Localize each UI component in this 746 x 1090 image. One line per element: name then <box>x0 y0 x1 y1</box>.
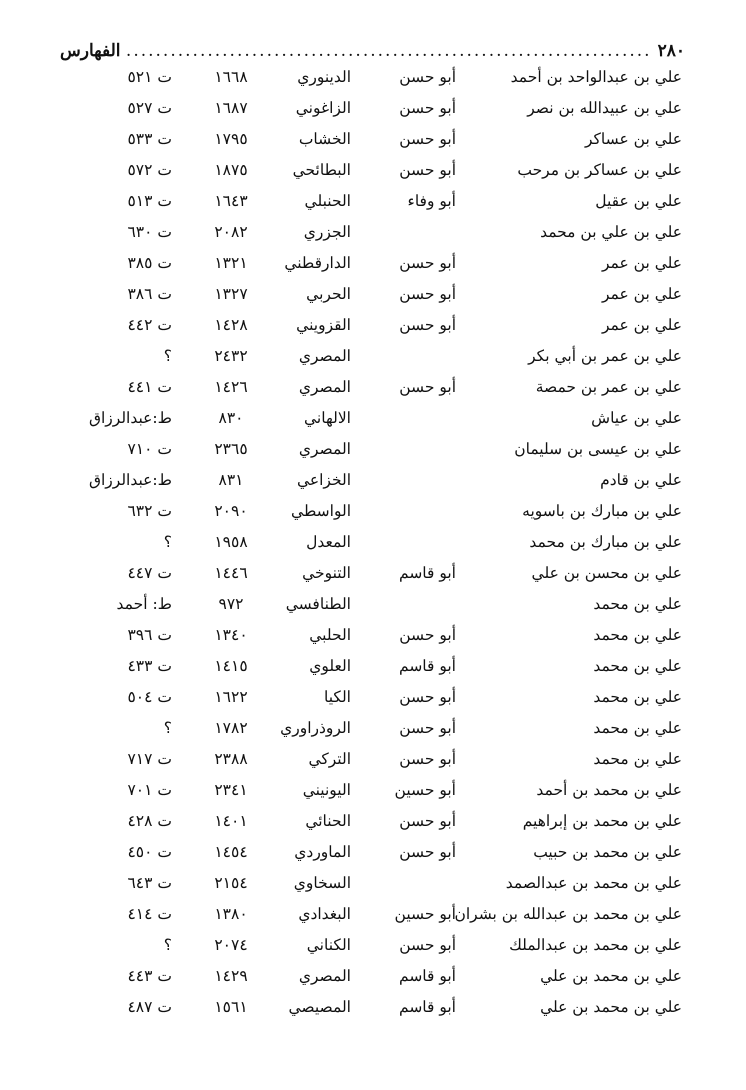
table-row <box>0 806 746 837</box>
table-row <box>0 62 746 93</box>
entry-kunya: أبو حسن <box>399 626 456 644</box>
entry-nisba: العلوي <box>309 657 351 675</box>
table-row <box>0 372 746 403</box>
entry-name: علي بن عقيل <box>595 192 682 210</box>
entry-name: علي بن عمر بن أبي بكر <box>528 347 682 365</box>
table-row <box>0 186 746 217</box>
entry-reference: ت ٤٤٣ <box>127 967 172 985</box>
entry-number: ١٤٢٦ <box>214 378 248 396</box>
entry-reference: ت ٦٣٢ <box>127 502 172 520</box>
entry-reference: ت ٧٠١ <box>127 781 172 799</box>
entry-nisba: المصري <box>298 440 351 458</box>
entry-number: ٩٧٢ <box>218 595 244 613</box>
entry-kunya: أبو حسن <box>399 130 456 148</box>
table-row <box>0 496 746 527</box>
entry-reference: ط:عبدالرزاق <box>88 409 172 427</box>
table-row <box>0 403 746 434</box>
entry-number: ١٦٦٨ <box>214 68 248 86</box>
table-row <box>0 899 746 930</box>
entry-number: ١٤٢٩ <box>214 967 248 985</box>
table-row <box>0 713 746 744</box>
entry-kunya: أبو قاسم <box>399 657 456 675</box>
entry-name: علي بن عياش <box>591 409 682 427</box>
entry-name: علي بن محمد <box>593 688 682 706</box>
table-row <box>0 279 746 310</box>
table-row <box>0 465 746 496</box>
table-row <box>0 124 746 155</box>
entry-name: علي بن محمد <box>593 750 682 768</box>
table-row <box>0 217 746 248</box>
table-row <box>0 744 746 775</box>
entry-reference: ت ٤٨٧ <box>127 998 172 1016</box>
entry-reference: ت ٣٨٦ <box>127 285 172 303</box>
entry-name: علي بن محمد بن أحمد <box>536 781 682 799</box>
entry-name: علي بن محمد بن عبدالملك <box>509 936 682 954</box>
entry-kunya: أبو حسن <box>399 254 456 272</box>
entry-nisba: السخاوي <box>293 874 351 892</box>
entry-reference: ت ٣٩٦ <box>127 626 172 644</box>
entry-reference: ط:عبدالرزاق <box>88 471 172 489</box>
entry-nisba: الدينوري <box>297 68 351 86</box>
entry-reference: ت ٦٤٣ <box>127 874 172 892</box>
entry-reference: ت ٣٨٥ <box>127 254 172 272</box>
entry-reference: ؟ <box>163 533 172 551</box>
entry-number: ١٤٢٨ <box>214 316 248 334</box>
entry-name: علي بن عمر <box>601 254 682 272</box>
table-row <box>0 93 746 124</box>
entry-reference: ت ٤٥٠ <box>127 843 172 861</box>
table-row <box>0 837 746 868</box>
entry-nisba: التنوخي <box>302 564 351 582</box>
entry-kunya: أبو حسين <box>394 781 456 799</box>
entry-reference: ؟ <box>163 936 172 954</box>
entry-nisba: الروذراوري <box>280 719 351 737</box>
entry-reference: ؟ <box>163 719 172 737</box>
entry-nisba: المصيصي <box>288 998 351 1016</box>
entry-name: علي بن عساكر بن مرحب <box>517 161 682 179</box>
entry-reference: ت ٥٣٣ <box>127 130 172 148</box>
entry-name: علي بن محمد <box>593 626 682 644</box>
entry-number: ٢٣٦٥ <box>214 440 248 458</box>
leader-dots <box>126 41 651 61</box>
entry-number: ٢٠٧٤ <box>214 936 248 954</box>
entry-name: علي بن مبارك بن محمد <box>529 533 682 551</box>
entry-reference: ت ٥٠٤ <box>127 688 172 706</box>
entry-nisba: الدارقطني <box>284 254 351 272</box>
entry-reference: ت ٧١٧ <box>127 750 172 768</box>
entry-number: ١٤٤٦ <box>214 564 248 582</box>
table-row <box>0 589 746 620</box>
table-row <box>0 620 746 651</box>
table-row <box>0 682 746 713</box>
table-row <box>0 651 746 682</box>
entry-name: علي بن محمد بن عبدالله بن بشران <box>454 905 682 923</box>
entry-name: علي بن قادم <box>600 471 682 489</box>
entry-name: علي بن عساكر <box>585 130 682 148</box>
entry-reference: ت ٧١٠ <box>127 440 172 458</box>
entry-nisba: البطائحي <box>292 161 351 179</box>
table-row <box>0 992 746 1023</box>
entry-kunya: أبو حسن <box>399 843 456 861</box>
entry-kunya: أبو حسن <box>399 316 456 334</box>
entry-reference: ت ٥٢١ <box>127 68 172 86</box>
entry-number: ٢٤٣٢ <box>214 347 248 365</box>
entry-name: علي بن محمد <box>593 657 682 675</box>
entry-kunya: أبو حسن <box>399 378 456 396</box>
entry-number: ٢٣٨٨ <box>214 750 248 768</box>
table-row <box>0 961 746 992</box>
entry-nisba: المصري <box>298 378 351 396</box>
table-row <box>0 527 746 558</box>
entry-reference: ت ٥٧٢ <box>127 161 172 179</box>
entry-nisba: القزويني <box>296 316 351 334</box>
table-row <box>0 930 746 961</box>
entry-reference: ط: أحمد <box>116 595 172 613</box>
entry-reference: ت ٤٤١ <box>127 378 172 396</box>
entry-nisba: الحربي <box>306 285 351 303</box>
entry-reference: ت ٤٢٨ <box>127 812 172 830</box>
entry-number: ١٧٨٢ <box>214 719 248 737</box>
entry-nisba: الخزاعي <box>296 471 351 489</box>
table-row <box>0 775 746 806</box>
entry-nisba: الزاغوني <box>295 99 351 117</box>
entry-nisba: اليونيني <box>302 781 351 799</box>
entry-number: ٢٠٩٠ <box>214 502 248 520</box>
entry-nisba: المصري <box>298 347 351 365</box>
entry-number: ١٩٥٨ <box>214 533 248 551</box>
entry-reference: ت ٤١٤ <box>127 905 172 923</box>
entry-number: ١٧٩٥ <box>214 130 248 148</box>
entry-name: علي بن محسن بن علي <box>531 564 682 582</box>
table-row <box>0 434 746 465</box>
entry-kunya: أبو حسن <box>399 812 456 830</box>
entry-name: علي بن عبدالواحد بن أحمد <box>510 68 682 86</box>
entry-name: علي بن محمد بن علي <box>540 967 682 985</box>
entry-name: علي بن عيسى بن سليمان <box>514 440 682 458</box>
entry-number: ١٣٤٠ <box>214 626 248 644</box>
entry-name: علي بن عبيدالله بن نصر <box>527 99 682 117</box>
entry-number: ٨٣٠ <box>218 409 244 427</box>
entry-name: علي بن محمد بن إبراهيم <box>522 812 682 830</box>
entry-name: علي بن عمر <box>601 316 682 334</box>
entry-nisba: الحنائي <box>305 812 351 830</box>
entry-number: ٢٣٤١ <box>214 781 248 799</box>
entry-nisba: الطنافسي <box>285 595 351 613</box>
entry-number: ٢٠٨٢ <box>214 223 248 241</box>
entry-nisba: الواسطي <box>291 502 351 520</box>
entry-number: ١٤١٥ <box>214 657 248 675</box>
entry-nisba: الكناني <box>306 936 351 954</box>
entry-reference: ت ٥١٣ <box>127 192 172 210</box>
entry-nisba: التركي <box>308 750 351 768</box>
table-row <box>0 155 746 186</box>
entry-reference: ؟ <box>163 347 172 365</box>
entry-nisba: الماوردي <box>294 843 351 861</box>
entry-kunya: أبو حسين <box>394 905 456 923</box>
entry-nisba: الالهاني <box>304 409 351 427</box>
entry-kunya: أبو وفاء <box>407 192 456 210</box>
entry-reference: ت ٤٤٧ <box>127 564 172 582</box>
table-row <box>0 868 746 899</box>
entry-name: علي بن مبارك بن باسويه <box>522 502 682 520</box>
entry-kunya: أبو حسن <box>399 719 456 737</box>
entry-name: علي بن محمد <box>593 595 682 613</box>
entry-number: ١٣٨٠ <box>214 905 248 923</box>
entry-reference: ت ٤٣٣ <box>127 657 172 675</box>
entry-number: ١٣٢١ <box>214 254 248 272</box>
table-row <box>0 248 746 279</box>
entry-nisba: المصري <box>298 967 351 985</box>
entry-nisba: الكيا <box>324 688 351 706</box>
entry-number: ١٦٤٣ <box>214 192 248 210</box>
entry-nisba: الجزري <box>303 223 351 241</box>
entry-number: ١٤٠١ <box>214 812 248 830</box>
entry-reference: ت ٦٣٠ <box>127 223 172 241</box>
entry-number: ١٦٢٢ <box>214 688 248 706</box>
entry-kunya: أبو قاسم <box>399 564 456 582</box>
entry-nisba: البغدادي <box>298 905 351 923</box>
page-number: ٢٨٠ <box>657 41 685 61</box>
entry-number: ١٤٥٤ <box>214 843 248 861</box>
entry-name: علي بن عمر بن حمصة <box>535 378 682 396</box>
entry-kunya: أبو حسن <box>399 936 456 954</box>
entry-nisba: الحلبي <box>309 626 351 644</box>
entry-name: علي بن محمد بن حبيب <box>533 843 682 861</box>
entry-nisba: الخشاب <box>298 130 351 148</box>
section-title: الفهارس <box>60 41 121 61</box>
entry-name: علي بن محمد <box>593 719 682 737</box>
entry-kunya: أبو حسن <box>399 688 456 706</box>
entry-kunya: أبو حسن <box>399 68 456 86</box>
entry-kunya: أبو حسن <box>399 750 456 768</box>
entry-number: ٢١٥٤ <box>214 874 248 892</box>
entry-name: علي بن محمد بن عبدالصمد <box>505 874 682 892</box>
entry-name: علي بن عمر <box>601 285 682 303</box>
entry-number: ١٥٦١ <box>214 998 248 1016</box>
entry-kunya: أبو قاسم <box>399 967 456 985</box>
table-row <box>0 341 746 372</box>
entry-reference: ت ٥٢٧ <box>127 99 172 117</box>
index-table <box>0 62 746 1023</box>
entry-number: ٨٣١ <box>218 471 244 489</box>
entry-nisba: المعدل <box>306 533 351 551</box>
table-row <box>0 558 746 589</box>
entry-name: علي بن محمد بن علي <box>540 998 682 1016</box>
entry-kunya: أبو قاسم <box>399 998 456 1016</box>
entry-nisba: الحنبلي <box>304 192 351 210</box>
entry-reference: ت ٤٤٢ <box>127 316 172 334</box>
entry-number: ١٣٢٧ <box>214 285 248 303</box>
table-row <box>0 310 746 341</box>
entry-kunya: أبو حسن <box>399 161 456 179</box>
entry-kunya: أبو حسن <box>399 99 456 117</box>
entry-number: ١٦٨٧ <box>214 99 248 117</box>
entry-name: علي بن علي بن محمد <box>540 223 682 241</box>
entry-number: ١٨٧٥ <box>214 161 248 179</box>
entry-kunya: أبو حسن <box>399 285 456 303</box>
